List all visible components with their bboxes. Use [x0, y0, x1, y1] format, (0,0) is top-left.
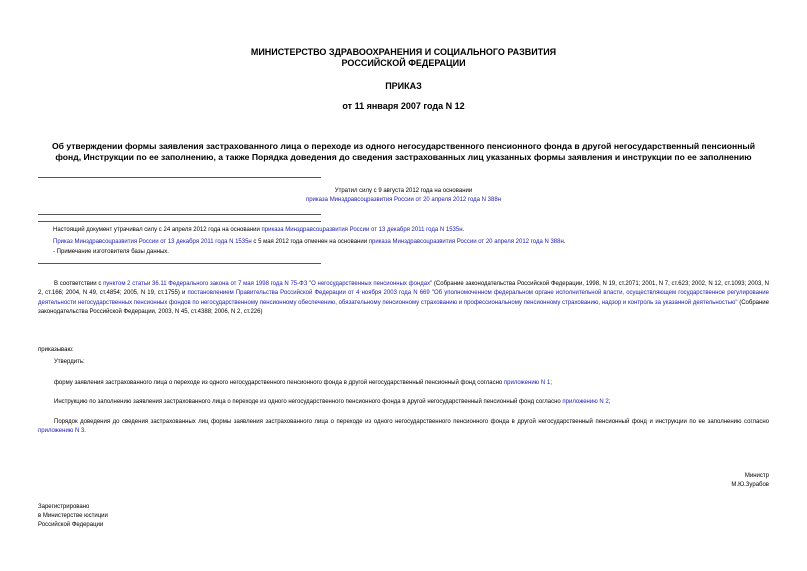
preamble-paragraph	[38, 280, 769, 318]
note-2	[53, 238, 773, 247]
item-2-text: Инструкцию по заполнению заявления застрахованного лица о переходе из одного негосударственного пенсионного фонда в другой негосударственный пенсионный фонд согласно	[54, 399, 563, 405]
note-1-end: .	[462, 227, 465, 233]
item-2-end: ;	[608, 399, 611, 405]
note-2-link-2[interactable]: приказа Минздравсоцразвития России от 20 апреля 2012 года N 388н	[368, 239, 564, 245]
order-item-3	[38, 418, 769, 437]
status-line: Утратил силу с 9 августа 2012 года на основании	[334, 188, 473, 194]
item-1-text: форму заявления застрахованного лица о переходе из одного негосударственного пенсионного фонда в другой негосударственный пенсионный фонд согласно	[54, 380, 504, 386]
resolution-link[interactable]: постановлением Правительства Российской Федерации от 4 ноября 2003 года N 669 "Об уполномоченном федеральном органе исполнительной власти, осуществляющем государственное регулирование деятельности негосударственных пенсионных фондов по негосударственному пенсионному обеспечению, обязательному пенсионному страхованию и профессиональному пенсионному страхованию, надзор и контроль за указанной деятельностью"	[38, 290, 769, 306]
item-3-text: Порядок доведения до сведения застрахованных лиц формы заявления застрахованного лица о переходе из одного негосударственного пенсионного фонда в другой негосударственный пенсионный фонд и инструкции по ее заполнению согласно	[54, 419, 769, 425]
note-1-text: Настоящий документ утрачивал силу с 24 апреля 2012 года на основании	[53, 227, 262, 233]
divider	[38, 177, 321, 178]
notes-block	[53, 226, 773, 257]
signature-block	[731, 472, 769, 490]
note-2-link-1[interactable]: Приказ Минздравсоцразвития России от 13 декабря 2011 года N 1535н	[53, 239, 252, 245]
item-1-end: ;	[550, 380, 552, 386]
registration-block	[38, 503, 108, 530]
preamble-text-1: В соответствии с	[54, 281, 104, 287]
divider	[38, 263, 321, 264]
appendix-2-link[interactable]: приложению N 2	[562, 399, 609, 405]
utverdit: Утвердить:	[54, 359, 85, 365]
status-block	[0, 187, 807, 205]
note-1-link[interactable]: приказа Минздравсоцразвития России от 13 декабря 2011 года N 1535н	[261, 227, 463, 233]
ministry-line-1: МИНИСТЕРСТВО ЗДРАВООХРАНЕНИЯ И СОЦИАЛЬНОГО РАЗВИТИЯ	[250, 47, 557, 57]
divider	[38, 214, 321, 215]
ministry-line-2: РОССИЙСКОЙ ФЕДЕРАЦИИ	[341, 58, 466, 68]
status-link[interactable]: приказа Минздравсоцразвития России от 20 апреля 2012 года N 388н	[305, 197, 502, 203]
preamble-text-2: (Собрание законодательства Российской Федерации, 1998, N 19, ст.2071; 2001, N 7, ст.623; 2002, N 12, ст.1093; 2003, N 2, ст.166; 2004, N 49, ст.4854; 2005, N 19, ст.1755) и	[38, 281, 769, 297]
registration-line-3: Российской Федерации	[38, 522, 104, 528]
divider	[38, 221, 321, 222]
ministry-header	[0, 47, 807, 69]
signature-name: М.Ю.Зурабов	[731, 482, 769, 488]
doc-type: ПРИКАЗ	[385, 81, 422, 91]
appendix-3-link[interactable]: приложению N 3	[38, 428, 85, 435]
order-item-2	[54, 398, 610, 407]
note-2-end: .	[563, 239, 566, 245]
note-1	[53, 226, 773, 235]
item-3-end: .	[84, 428, 86, 435]
registration-line-1: Зарегистрировано	[38, 504, 90, 510]
preamble-text-3: (Собрание законодательства Российской Федерации, 2003, N 45, ст.4388; 2006, N 2, ст.226)	[38, 299, 769, 316]
order-item-1	[54, 379, 552, 388]
law-link[interactable]: пунктом 2 статьи 36.11 Федерального закона от 7 мая 1998 года N 75-ФЗ "О негосударственных пенсионных фондах"	[103, 281, 433, 287]
document-title: Об утверждении формы заявления застрахованного лица о переходе из одного негосударственного пенсионного фонда в другой негосударственный пенсионный фонд, Инструкции по ее заполнению, а также Порядка доведения до сведения застрахованных лиц указанных формы заявления и инструкции по ее заполнению	[51, 141, 756, 162]
doc-date: от 11 января 2007 года N 12	[342, 101, 465, 111]
note-2-text: с 5 мая 2012 года отменен на основании	[251, 239, 369, 245]
appendix-1-link[interactable]: приложению N 1	[503, 380, 551, 386]
prikazyvayu: приказываю:	[38, 347, 74, 353]
note-3: - Примечание изготовителя базы данных.	[53, 249, 169, 255]
registration-line-2: в Министерстве юстиции	[38, 513, 108, 519]
signature-position: Министр	[744, 473, 769, 479]
